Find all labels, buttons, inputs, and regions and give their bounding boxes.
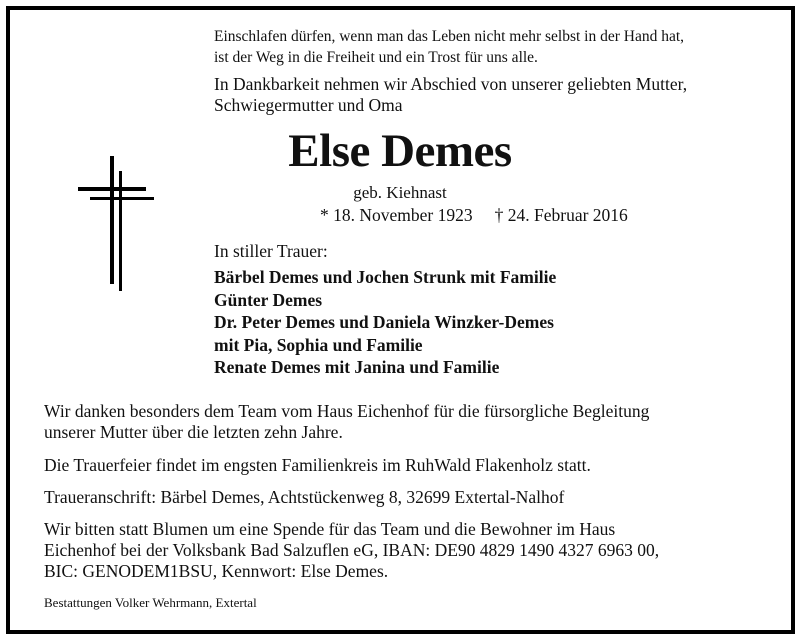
life-dates	[320, 205, 628, 226]
thanks-line: unserer Mutter über die letzten zehn Jahre.	[44, 422, 343, 442]
poem-line: ist der Weg in die Freiheit und ein Trost für uns alle.	[214, 49, 538, 66]
mourner-line: mit Pia, Sophia und Familie	[214, 334, 423, 355]
mourner-line: Renate Demes mit Janina und Familie	[214, 357, 500, 377]
deceased-name: Else Demes	[288, 125, 512, 177]
thanks-line: Wir danken besonders dem Team vom Haus Eichenhof für die fürsorgliche Begleitung	[44, 401, 650, 421]
thanks-paragraph	[44, 401, 649, 443]
mourners-list	[214, 266, 556, 379]
death-date: † 24. Februar 2016	[494, 205, 628, 225]
mourner-line: Dr. Peter Demes und Daniela Winzker-Demes	[214, 312, 554, 332]
poem-text	[214, 26, 684, 68]
funeral-home-credit: Bestattungen Volker Wehrmann, Extertal	[44, 595, 257, 610]
donation-line: Wir bitten statt Blumen um eine Spende für das Team und die Bewohner im Haus	[44, 519, 616, 539]
donation-line: BIC: GENODEM1BSU, Kennwort: Else Demes.	[44, 561, 389, 581]
mourner-line: Bärbel Demes und Jochen Strunk mit Familie	[214, 267, 557, 287]
donation-line: Eichenhof bei der Volksbank Bad Salzuflen eG, IBAN: DE90 4829 1490 4327 6963 00,	[44, 540, 660, 560]
donation-paragraph	[44, 519, 659, 582]
birth-date: * 18. November 1923	[320, 205, 473, 225]
intro-line: Schwiegermutter und Oma	[214, 95, 403, 115]
born-name: geb. Kiehnast	[353, 183, 447, 202]
ceremony-paragraph: Die Trauerfeier findet im engsten Familienkreis im RuhWald Flakenholz statt.	[44, 455, 591, 475]
intro-line: In Dankbarkeit nehmen wir Abschied von unserer geliebten Mutter,	[214, 74, 688, 94]
mourning-label: In stiller Trauer:	[214, 241, 328, 261]
mourner-line: Günter Demes	[214, 289, 323, 310]
poem-line: Einschlafen dürfen, wenn man das Leben nicht mehr selbst in der Hand hat,	[214, 28, 685, 45]
address-paragraph: Traueranschrift: Bärbel Demes, Achtstückenweg 8, 32699 Extertal-Nalhof	[44, 487, 565, 507]
intro-text	[214, 74, 687, 116]
